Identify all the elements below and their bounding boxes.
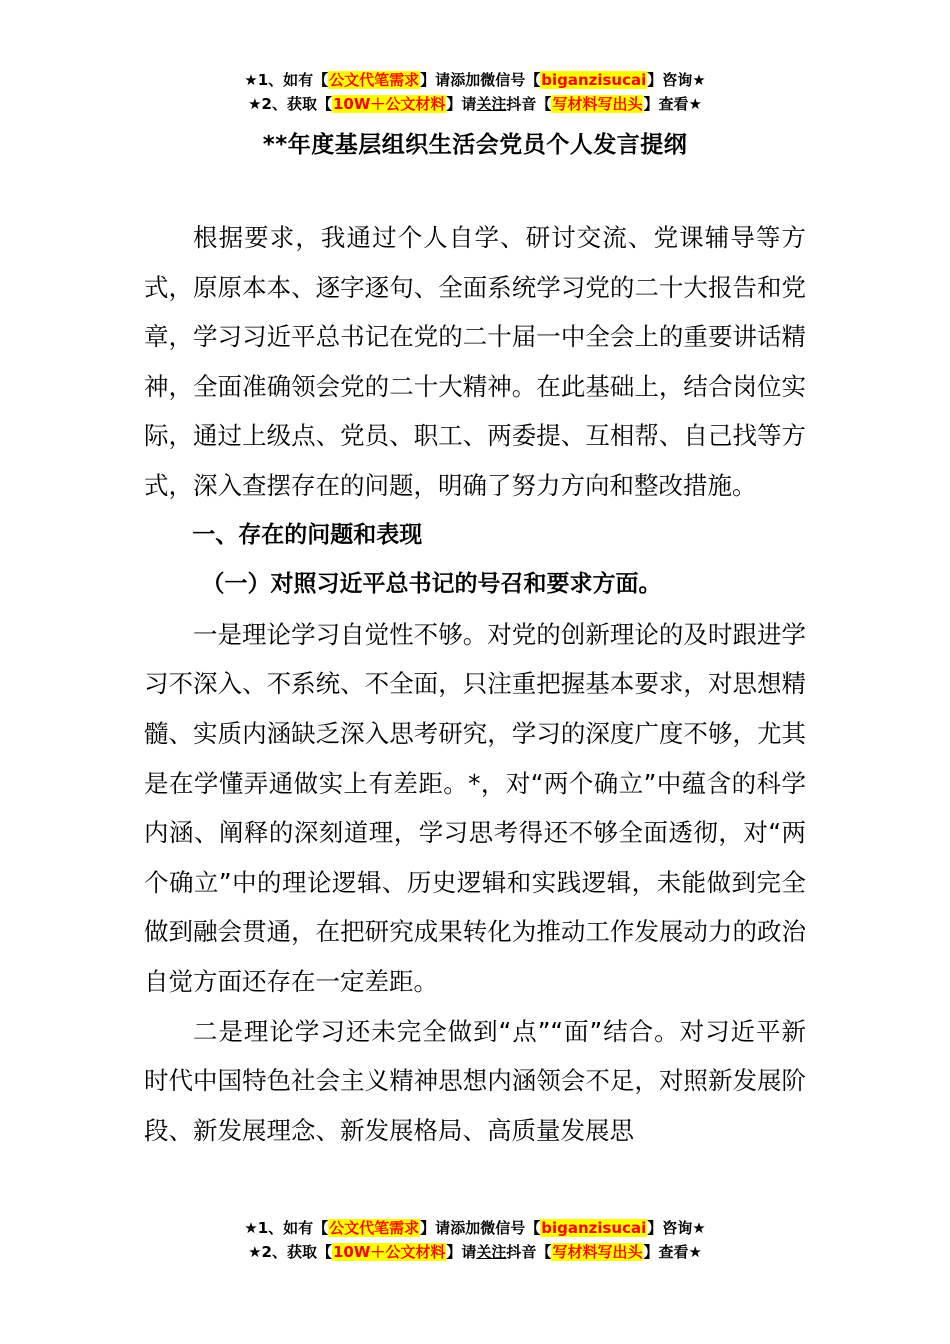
promo-text: 】请 [446, 1243, 477, 1261]
promo-emphasis: 添加 [450, 1219, 481, 1237]
promo-emphasis: 关注 [476, 1243, 507, 1261]
promo-wechat-id: biganzisucai [541, 1219, 647, 1237]
section-heading: 一、存在的问题和表现 [192, 521, 423, 548]
promo-highlight: 10W＋公文材料 [332, 95, 446, 113]
promo-highlight: 10W＋公文材料 [332, 1243, 446, 1261]
paragraph-point-2: 二是理论学习还未完全做到“点”“面”结合。对习近平新时代中国特色社会主义精神思想内涵领会不足，对照新发展阶段、新发展理念、新发展格局、高质量发展思 [144, 1016, 806, 1145]
document-title: **年度基层组织生活会党员个人发言提纲 [262, 132, 688, 158]
subsection-heading: （一）对照习近平总书记的号召和要求方面。 [201, 571, 662, 598]
promo-line-1 [0, 68, 950, 92]
paragraph-intro: 根据要求，我通过个人自学、研讨交流、党课辅导等方式，原原本本、逐字逐句、全面系统学习党的二十大报告和党章，学习习近平总书记在党的二十届一中全会上的重要讲话精神，全面准确领会党的二十大精神。在此基础上，结合岗位实际，通过上级点、党员、职工、两委提、互相帮、自己找等方式，深入查摆存在的问题，明确了努力方向和整改措施。 [144, 223, 806, 500]
promo-text: ★2、获取【 [248, 95, 332, 113]
promo-text: 微信号【 [480, 71, 541, 89]
promo-highlight: 公文代笔需求 [329, 1219, 420, 1237]
promo-text: 抖音【 [506, 1243, 552, 1261]
promo-text: 抖音【 [506, 95, 552, 113]
promo-emphasis: 添加 [450, 71, 481, 89]
promo-douyin-id: 写材料写出头 [552, 1243, 643, 1261]
promo-text: 】咨询★ [647, 71, 706, 89]
promo-line-2 [0, 92, 950, 116]
promo-text: 】查看★ [643, 1243, 702, 1261]
paragraph-point-1: 一是理论学习自觉性不够。对党的创新理论的及时跟进学习不深入、不系统、不全面，只注重把握基本要求，对思想精髓、实质内涵缺乏深入思考研究，学习的深度广度不够，尤其是在学懂弄通做实上有差距。*，对“两个确立”中蕴含的科学内涵、阐释的深刻道理，学习思考得还不够全面透彻，对“两个确立”中的理论逻辑、历史逻辑和实践逻辑，未能做到完全做到融会贯通，在把研究成果转化为推动工作发展动力的政治自觉方面还存在一定差距。 [144, 619, 806, 996]
promo-text: 】查看★ [643, 95, 702, 113]
promo-text: 】请 [420, 1219, 451, 1237]
promo-highlight: 公文代笔需求 [329, 71, 420, 89]
promo-douyin-id: 写材料写出头 [552, 95, 643, 113]
promo-text: 】请 [446, 95, 477, 113]
promo-text: 】请 [420, 71, 451, 89]
promo-line-1 [0, 1216, 950, 1240]
promo-text: 】咨询★ [647, 1219, 706, 1237]
promo-line-2 [0, 1240, 950, 1264]
promo-text: ★1、如有【 [244, 71, 329, 89]
promo-header [0, 68, 950, 116]
promo-text: ★2、获取【 [248, 1243, 332, 1261]
promo-text: 微信号【 [480, 1219, 541, 1237]
promo-wechat-id: biganzisucai [541, 71, 647, 89]
promo-emphasis: 关注 [476, 95, 507, 113]
promo-text: ★1、如有【 [244, 1219, 329, 1237]
promo-footer [0, 1216, 950, 1264]
document-body [144, 213, 806, 1155]
